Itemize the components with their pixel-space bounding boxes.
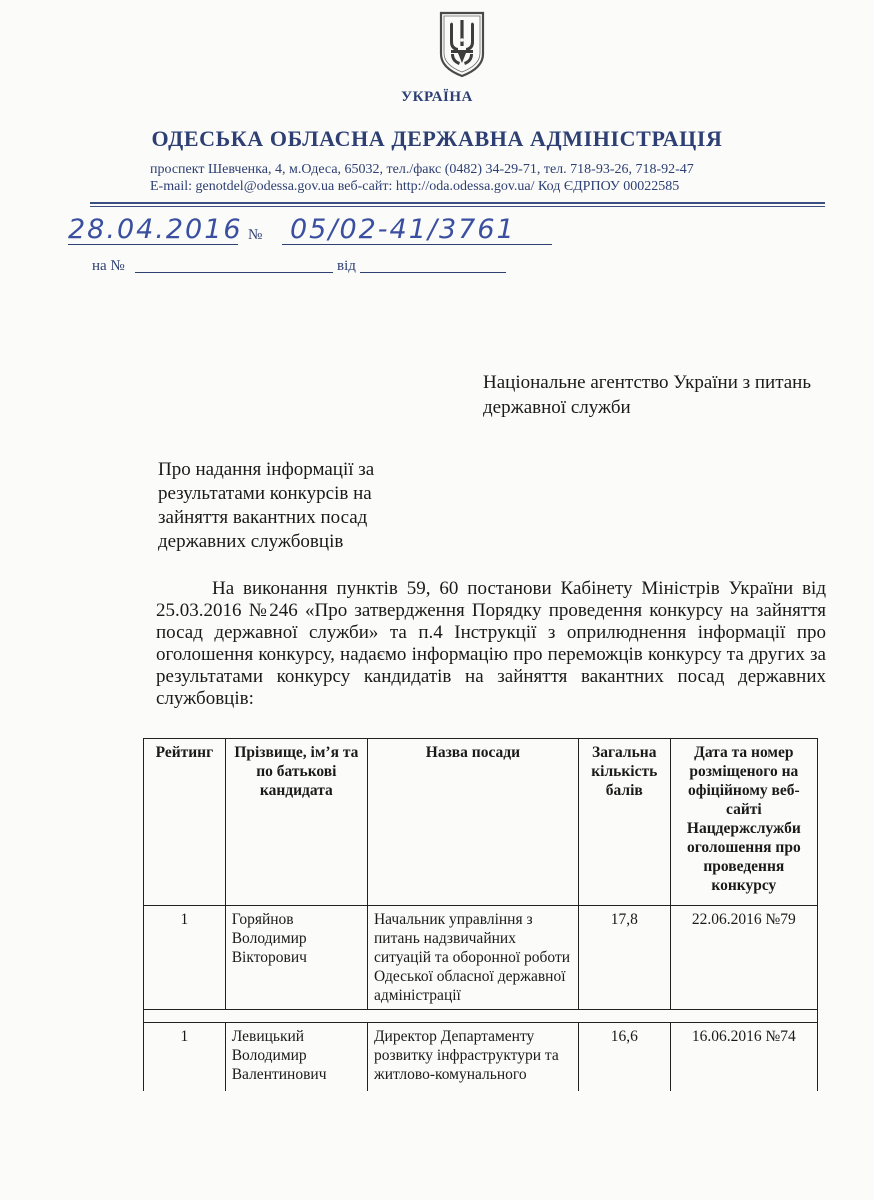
addressee: Національне агентство України з питань державної служби	[483, 372, 812, 418]
table-row	[144, 1023, 818, 1092]
announcement-cell: 22.06.2016 №79	[670, 906, 817, 1010]
from-date-blank	[360, 272, 506, 273]
from-date-label: від	[337, 258, 356, 274]
contact-block	[150, 161, 694, 195]
email-website-line: E-mail: genotdel@odessa.gov.ua веб-сайт: http://oda.odessa.gov.ua/ Код ЄДРПОУ 00022585	[150, 179, 680, 194]
score-cell: 17,8	[578, 906, 670, 1010]
reply-to-label: на №	[92, 258, 125, 274]
candidate-name-cell: Горяйнов Володимир Вікторович	[225, 906, 367, 1010]
rating-cell: 1	[144, 906, 226, 1010]
table-header-row	[144, 739, 818, 906]
administration-title: ОДЕСЬКА ОБЛАСНА ДЕРЖАВНА АДМІНІСТРАЦІЯ	[151, 126, 723, 151]
outgoing-number-handwritten: 05/02-41/3761	[290, 214, 516, 245]
letter-body-text: На виконання пунктів 59, 60 постанови Кабінету Міністрів України від 25.03.2016 №246 «Про затвердження Порядку проведення конкурсу на зайняття посад державної служби» та п.4 Інструкції з оприлюднення інформації про оголошення конкурсу, надаємо інформацію про переможців конкурсу та других за результатами конкурсу кандидатів на зайняття вакантних посад державних службовців:	[156, 578, 826, 709]
reply-to-number-blank	[135, 272, 333, 273]
country-title: УКРАЇНА	[401, 89, 473, 105]
number-underline	[282, 244, 552, 245]
table-row	[144, 906, 818, 1010]
header-rating: Рейтинг	[144, 739, 226, 906]
letter-body	[156, 578, 826, 710]
address-line: проспект Шевченка, 4, м.Одеса, 65032, тел./факс (0482) 34-29-71, тел. 718-93-26, 718-92-47	[150, 162, 694, 177]
letter-subject: Про надання інформації за результатами конкурсів на зайняття вакантних посад державних службовців	[158, 459, 375, 552]
header-total-score: Загальна кількість балів	[578, 739, 670, 906]
header-position: Назва посади	[367, 739, 578, 906]
candidate-name-cell: Левицький Володимир Валентинович	[225, 1023, 367, 1092]
header-divider	[90, 202, 825, 204]
position-cell: Начальник управління з питань надзвичайних ситуацій та оборонної роботи Одеської обласної державної адміністрації	[367, 906, 578, 1010]
header-candidate-name: Прізвище, ім’я та по батькові кандидата	[225, 739, 367, 906]
announcement-cell: 16.06.2016 №74	[670, 1023, 817, 1092]
number-label: №	[248, 227, 263, 243]
coat-of-arms-icon	[437, 10, 487, 78]
results-table	[143, 738, 818, 1091]
separator-cell	[144, 1010, 818, 1023]
date-underline	[68, 244, 238, 245]
header-announcement: Дата та номер розміщеного на офіційному веб-сайті Нацдержслужби оголошення про проведення конкурсу	[670, 739, 817, 906]
score-cell: 16,6	[578, 1023, 670, 1092]
header-divider-thin	[90, 206, 825, 207]
table-separator-row	[144, 1010, 818, 1023]
position-cell: Директор Департаменту розвитку інфраструктури та житлово-комунального	[367, 1023, 578, 1092]
outgoing-date-handwritten: 28.04.2016	[68, 214, 243, 245]
rating-cell: 1	[144, 1023, 226, 1092]
